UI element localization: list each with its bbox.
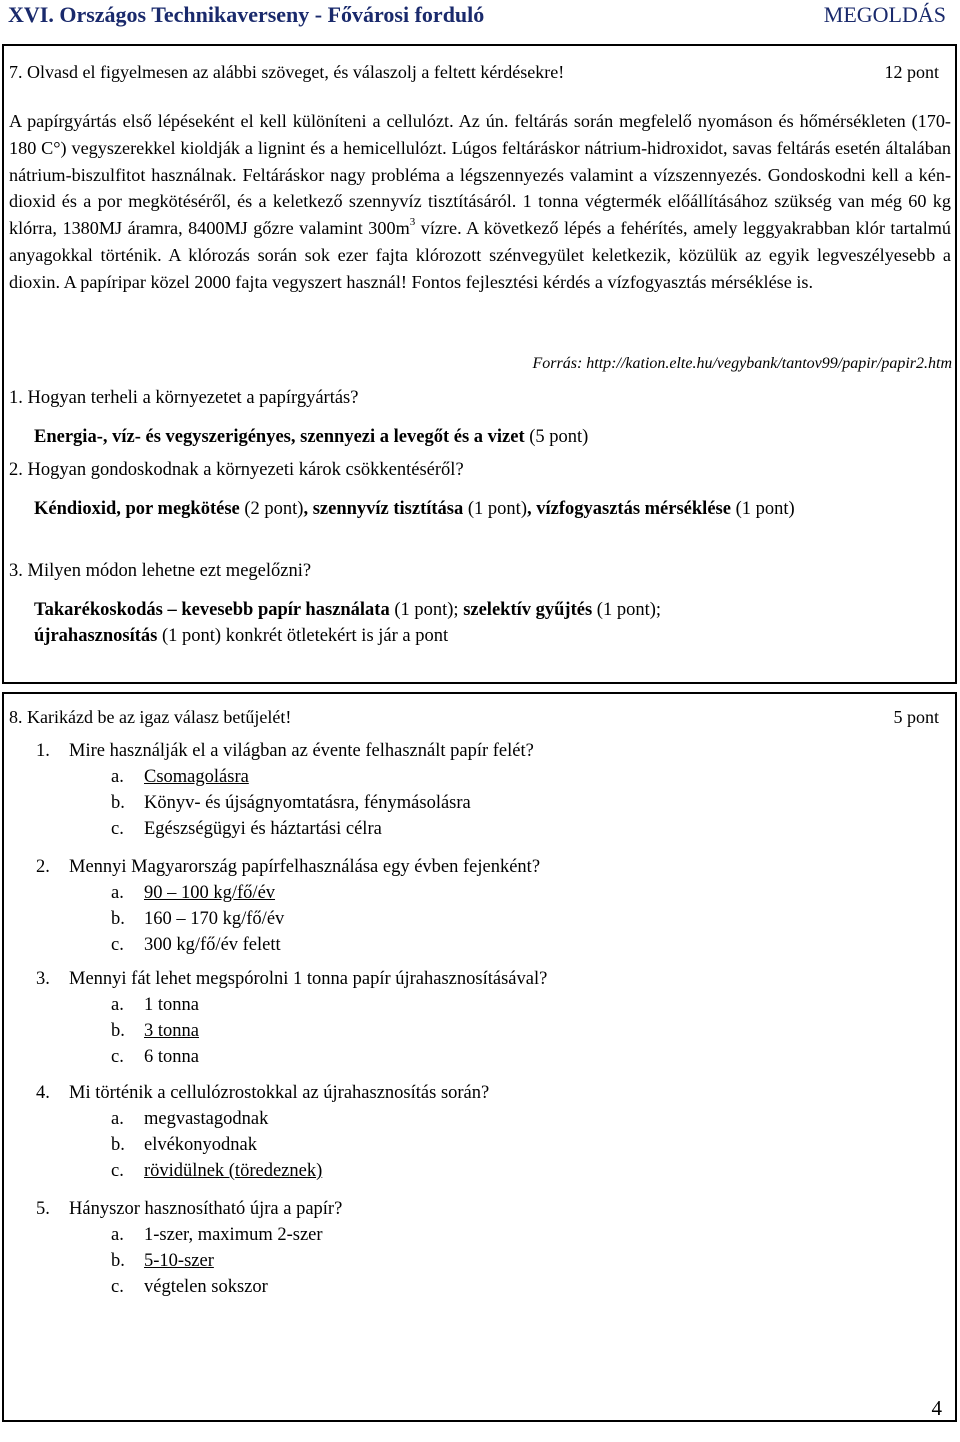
question-2: 2. Hogyan gondoskodnak a környezeti károk csökkentéséről? bbox=[9, 460, 464, 480]
mc-option-3-1[interactable] bbox=[111, 995, 199, 1016]
mc-option-2-3[interactable] bbox=[111, 935, 281, 956]
option-letter: c. bbox=[111, 1047, 124, 1067]
question-3: 3. Milyen módon lehetne ezt megelőzni? bbox=[9, 561, 312, 581]
answer-2-points-2: (1 pont) bbox=[463, 499, 527, 519]
mc-option-2-2[interactable] bbox=[111, 909, 284, 930]
option-text: 1 tonna bbox=[144, 995, 199, 1015]
answer-2-points-1: (2 pont) bbox=[239, 499, 304, 519]
mc-option-3-3[interactable] bbox=[111, 1047, 199, 1068]
answer-2-points-3: (1 pont) bbox=[730, 499, 795, 519]
mc-option-4-2[interactable] bbox=[111, 1135, 257, 1156]
mc-question-3 bbox=[36, 969, 547, 990]
answer-1-bold: Energia-, víz- és vegyszerigényes, szennyezi a levegőt és a vizet bbox=[34, 427, 525, 447]
mc-question-1 bbox=[36, 741, 534, 762]
mc-option-1-3[interactable] bbox=[111, 819, 382, 840]
task-7-heading: 7. Olvasd el figyelmesen az alábbi szöveget, és válaszolj a feltett kérdésekre! bbox=[9, 62, 565, 82]
mc-option-5-2[interactable] bbox=[111, 1251, 214, 1272]
answer-3-part-3: újrahasznosítás bbox=[34, 626, 158, 646]
mc-question-text: Mennyi Magyarország papírfelhasználása egy évben fejenként? bbox=[69, 857, 541, 877]
option-text: végtelen sokszor bbox=[144, 1277, 268, 1297]
mc-option-5-1[interactable] bbox=[111, 1225, 323, 1246]
option-text-correct: 90 – 100 kg/fő/év bbox=[144, 883, 276, 903]
mc-question-number: 3. bbox=[36, 969, 50, 989]
option-letter: b. bbox=[111, 909, 125, 929]
header-title: XVI. Országos Technikaverseny - Fővárosi forduló bbox=[8, 2, 485, 27]
option-letter: c. bbox=[111, 1161, 124, 1181]
answer-1 bbox=[34, 424, 914, 450]
answer-3-points-3: (1 pont) konkrét ötletekért is jár a pont bbox=[157, 626, 449, 646]
option-letter: c. bbox=[111, 1277, 124, 1297]
option-text: 300 kg/fő/év felett bbox=[144, 935, 281, 955]
answer-1-points: (5 pont) bbox=[524, 427, 589, 447]
option-text: 1-szer, maximum 2-szer bbox=[144, 1225, 323, 1245]
answer-2-part-3: , vízfogyasztás mérséklése bbox=[526, 499, 731, 519]
option-letter: c. bbox=[111, 935, 124, 955]
option-text-correct: 5-10-szer bbox=[144, 1251, 214, 1271]
option-letter: a. bbox=[111, 995, 124, 1015]
option-letter: b. bbox=[111, 1021, 125, 1041]
option-letter: b. bbox=[111, 1135, 125, 1155]
answer-3-points-1: (1 pont); bbox=[389, 600, 464, 620]
header-solution-label: MEGOLDÁS bbox=[823, 2, 946, 27]
mc-option-4-3[interactable] bbox=[111, 1161, 322, 1182]
task-8-heading: 8. Karikázd be az igaz válasz betűjelét! bbox=[9, 707, 292, 727]
answer-3-part-2: szelektív gyűjtés bbox=[463, 600, 593, 620]
option-text-correct: rövidülnek (töredeznek) bbox=[144, 1161, 323, 1181]
mc-question-number: 2. bbox=[36, 857, 50, 877]
mc-question-2 bbox=[36, 857, 540, 878]
answer-2-part-1: Kéndioxid, por megkötése bbox=[34, 499, 240, 519]
superscript: 3 bbox=[409, 216, 416, 229]
page-header bbox=[0, 0, 960, 36]
mc-question-text: Mennyi fát lehet megspórolni 1 tonna papír újrahasznosításával? bbox=[69, 969, 548, 989]
answer-2 bbox=[34, 496, 909, 522]
option-letter: a. bbox=[111, 767, 124, 787]
paragraph-text-2: vízre. A következő lépés a fehérítés, amely leggyakrabban klór tartalmú anyagokkal történik. A klórozás során sok ezer fajta klórozott szénvegyület keletkezik, közülük az egyik legveszélyesebb a dioxin. A papíripar közel 2000 fajta vegyszert használ! Fontos fejlesztési kérdés a vízfogyasztás mérséklése is. bbox=[9, 218, 951, 292]
option-letter: a. bbox=[111, 1109, 124, 1129]
option-letter: b. bbox=[111, 1251, 125, 1271]
task-8-points: 5 pont bbox=[893, 707, 939, 727]
option-letter: b. bbox=[111, 793, 125, 813]
option-letter: a. bbox=[111, 1225, 124, 1245]
task-7-heading-row bbox=[9, 62, 939, 83]
mc-option-4-1[interactable] bbox=[111, 1109, 268, 1130]
mc-question-text: Mi történik a cellulózrostokkal az újrahasznosítás során? bbox=[69, 1083, 490, 1103]
answer-3-points-2: (1 pont); bbox=[592, 600, 662, 620]
source-citation: Forrás: http://kation.elte.hu/vegybank/tantov99/papir/papir2.htm bbox=[532, 355, 952, 372]
answer-3 bbox=[34, 597, 914, 649]
mc-question-text: Hányszor hasznosítható újra a papír? bbox=[69, 1199, 343, 1219]
option-text: 160 – 170 kg/fő/év bbox=[144, 909, 285, 929]
mc-question-number: 5. bbox=[36, 1199, 50, 1219]
mc-question-text: Mire használják el a világban az évente felhasznált papír felét? bbox=[69, 741, 534, 761]
page-number: 4 bbox=[931, 1396, 942, 1420]
option-letter: c. bbox=[111, 819, 124, 839]
question-1: 1. Hogyan terheli a környezetet a papírgyártás? bbox=[9, 388, 359, 408]
paragraph-text-1: A papírgyártás első lépéseként el kell különíteni a cellulózt. Az ún. feltárás során megfelelő nyomáson és hőmérsékleten (170-180 C°) vegyszerekkel kioldják a lignint és a hemicellulózt. Lúgos feltáráskor nátrium-hidroxidot, savas feltárás esetén általában nátrium-biszulfitot használnak. Feltáráskor nagy probléma a légszennyezés valamint a vízszennyezés. Gondoskodni kell a kén-dioxid és a por megkötéséről, és a keletkező szennyvíz tisztításáról. 1 tonna végtermék előállításához szükség van még 60 kg klórra, 1380MJ áramra, 8400MJ gőzre valamint 300m bbox=[9, 111, 951, 239]
option-text: Egészségügyi és háztartási célra bbox=[144, 819, 382, 839]
mc-option-2-1[interactable] bbox=[111, 883, 275, 904]
option-letter: a. bbox=[111, 883, 124, 903]
mc-option-1-1[interactable] bbox=[111, 767, 249, 788]
task-7-points: 12 pont bbox=[884, 62, 939, 82]
mc-question-number: 1. bbox=[36, 741, 50, 761]
mc-option-5-3[interactable] bbox=[111, 1277, 268, 1298]
option-text: megvastagodnak bbox=[144, 1109, 269, 1129]
answer-2-part-2: , szennyvíz tisztítása bbox=[303, 499, 464, 519]
option-text: Könyv- és újságnyomtatásra, fénymásolásra bbox=[144, 793, 471, 813]
option-text: 6 tonna bbox=[144, 1047, 199, 1067]
mc-question-5 bbox=[36, 1199, 342, 1220]
task-7-paragraph bbox=[9, 108, 951, 296]
option-text: elvékonyodnak bbox=[144, 1135, 258, 1155]
option-text-correct: 3 tonna bbox=[144, 1021, 199, 1041]
mc-option-1-2[interactable] bbox=[111, 793, 471, 814]
option-text-correct: Csomagolásra bbox=[144, 767, 249, 787]
answer-3-part-1: Takarékoskodás – kevesebb papír használata bbox=[34, 600, 390, 620]
mc-question-4 bbox=[36, 1083, 489, 1104]
mc-question-number: 4. bbox=[36, 1083, 50, 1103]
mc-option-3-2[interactable] bbox=[111, 1021, 199, 1042]
task-8-heading-row bbox=[9, 707, 939, 728]
